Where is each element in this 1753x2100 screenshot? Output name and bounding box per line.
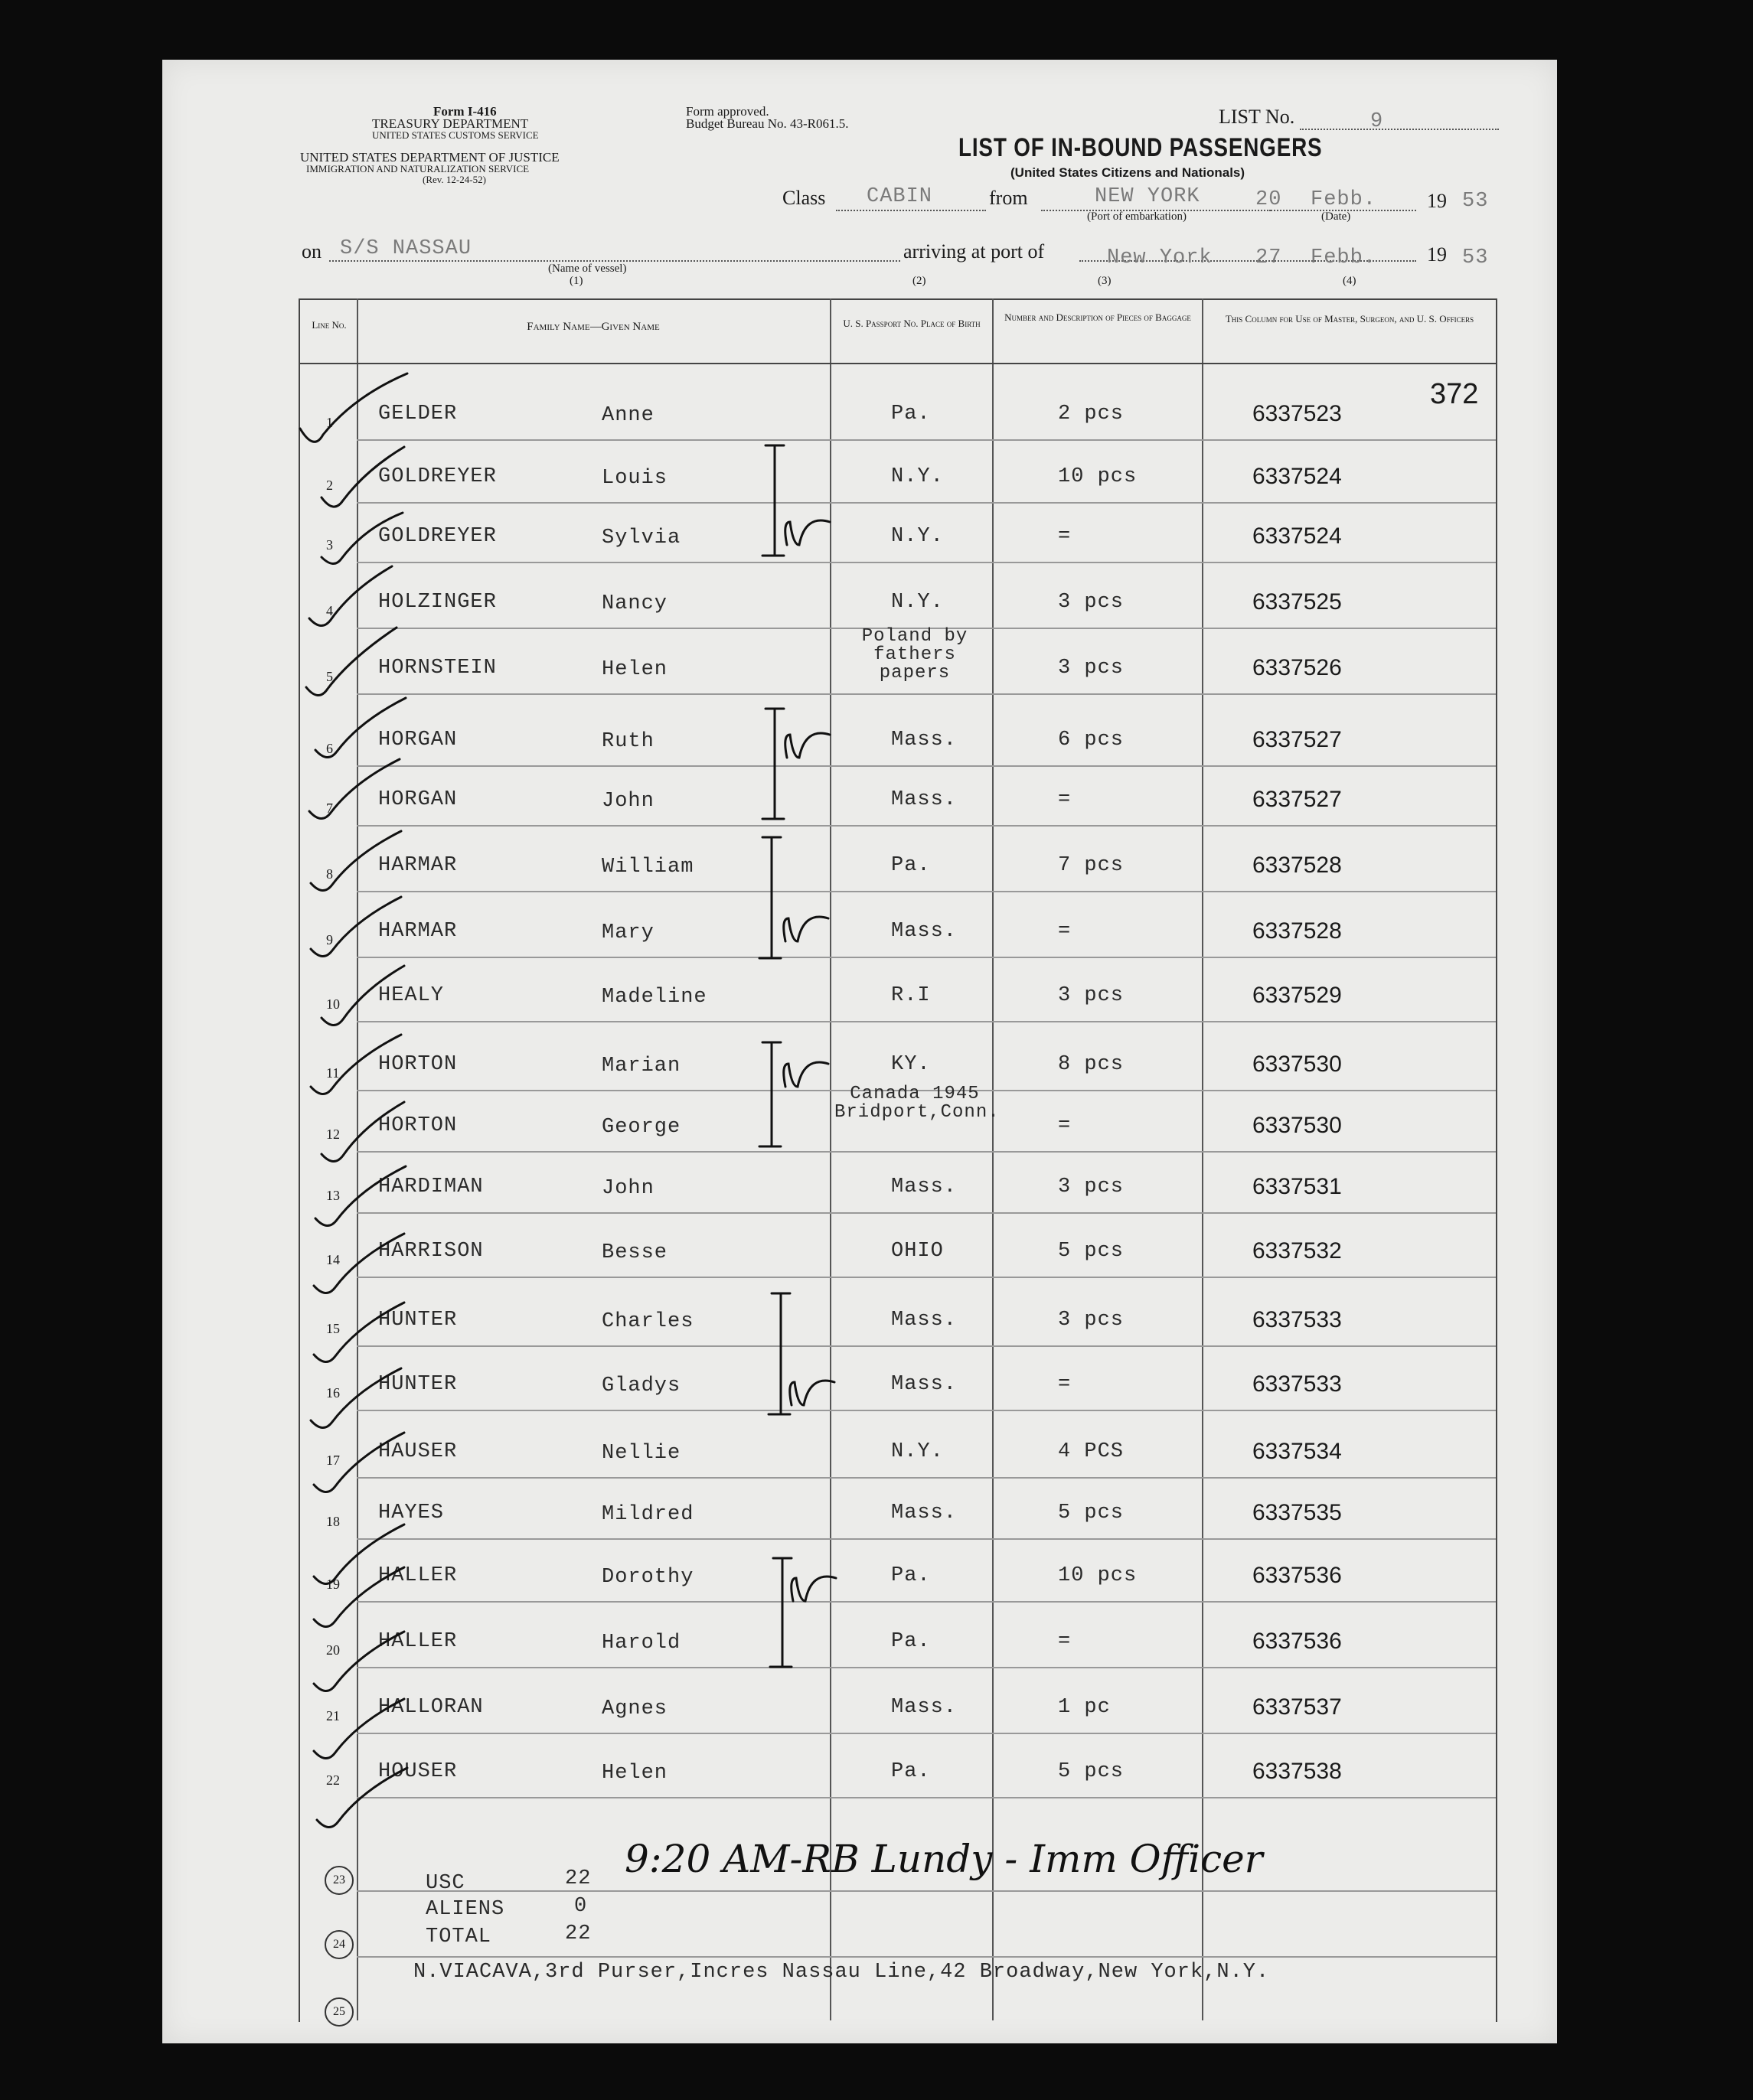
baggage-description: 5 pcs (1058, 1240, 1125, 1263)
officer-tag-number: 6337528 (1252, 853, 1342, 878)
port-of-embarkation-value: NEW YORK (1095, 185, 1200, 208)
given-name: Harold (602, 1632, 681, 1655)
usc-value: 22 (565, 1867, 592, 1890)
family-name: HUNTER (378, 1373, 458, 1396)
column-4-caption: (4) (1343, 275, 1356, 287)
class-label: Class (782, 187, 826, 209)
year2-suffix: 53 (1462, 246, 1489, 269)
place-of-birth: N.Y. (891, 465, 944, 488)
family-name: HARMAR (378, 920, 458, 943)
baggage-description: 3 pcs (1058, 1309, 1125, 1332)
customs-service: UNITED STATES CUSTOMS SERVICE (372, 129, 539, 141)
aliens-value: 0 (574, 1895, 588, 1918)
purser-signature-line: N.VIACAVA,3rd Purser,Incres Nassau Line,42 Broadway,New York,N.Y. (413, 1961, 1270, 1984)
baggage-description: 3 pcs (1058, 591, 1125, 614)
place-of-birth: Mass. (891, 729, 958, 752)
family-name: HARDIMAN (378, 1176, 484, 1198)
family-name: GOLDREYER (378, 525, 497, 548)
baggage-description: = (1058, 1114, 1072, 1137)
line-number: 11 (326, 1065, 340, 1081)
given-name: John (602, 1177, 655, 1200)
family-name: HUNTER (378, 1309, 458, 1332)
given-name: Louis (602, 467, 668, 490)
given-name: Madeline (602, 986, 707, 1009)
immigration-officer-note: 9:20 AM-RB Lundy - Imm Officer (625, 1837, 1263, 1881)
family-name: HARMAR (378, 854, 458, 877)
family-name: HEALY (378, 984, 445, 1007)
family-name: HALLER (378, 1564, 458, 1587)
line-number: 15 (326, 1321, 340, 1336)
place-of-birth: Pa. (891, 854, 931, 877)
family-name: HOLZINGER (378, 591, 497, 614)
line-number: 1 (326, 415, 333, 430)
line-number: 8 (326, 866, 333, 882)
baggage-description: 1 pc (1058, 1696, 1111, 1719)
given-name: Sylvia (602, 527, 681, 549)
total-value: 22 (565, 1922, 592, 1945)
given-name: Anne (602, 404, 655, 427)
place-of-birth: Pa. (891, 1630, 931, 1653)
officer-tag-number: 6337532 (1252, 1238, 1342, 1264)
arrival-port-value: New York (1107, 246, 1213, 269)
port-of-embarkation-caption: (Port of embarkation) (1087, 210, 1187, 223)
year1-prefix: 19 (1427, 190, 1447, 212)
family-name: HORNSTEIN (378, 657, 497, 680)
officer-tag-number: 6337538 (1252, 1759, 1342, 1784)
family-name: HORGAN (378, 729, 458, 752)
family-name: HARRISON (378, 1240, 484, 1263)
baggage-description: 8 pcs (1058, 1053, 1125, 1076)
officer-tag-number: 6337527 (1252, 727, 1342, 752)
baggage-description: = (1058, 525, 1072, 548)
baggage-description: 5 pcs (1058, 1502, 1125, 1524)
officer-tag-number: 6337530 (1252, 1052, 1342, 1077)
baggage-description: = (1058, 1630, 1072, 1653)
line-25-marker: 25 (325, 1997, 354, 2027)
place-of-birth: Poland by fathers papers (861, 626, 968, 683)
baggage-description: 10 pcs (1058, 465, 1138, 488)
aliens-label: ALIENS (426, 1898, 505, 1921)
given-name: Charles (602, 1310, 694, 1333)
family-name: HALLORAN (378, 1696, 484, 1719)
given-name: Mary (602, 921, 655, 944)
treasury-department: TREASURY DEPARTMENT (372, 116, 529, 131)
row-divider (357, 1956, 1496, 1958)
from-label: from (989, 187, 1028, 209)
date1-month: Febb. (1311, 188, 1377, 211)
line-number: 4 (326, 603, 333, 618)
column-3-caption: (3) (1098, 275, 1112, 287)
vessel-caption: (Name of vessel) (548, 262, 627, 275)
family-name: HORGAN (378, 788, 458, 811)
line-number: 6 (326, 741, 333, 756)
baggage-description: 7 pcs (1058, 854, 1125, 877)
line-number: 5 (326, 669, 333, 684)
baggage-description: 2 pcs (1058, 403, 1125, 426)
column-header-baggage: Number and Description of Pieces of Baggage (1004, 311, 1191, 323)
line-number: 13 (326, 1188, 340, 1203)
place-of-birth: KY. (891, 1053, 931, 1076)
officer-tag-number: 6337537 (1252, 1694, 1342, 1720)
given-name: Gladys (602, 1374, 681, 1397)
document-subtitle: (United States Citizens and Nationals) (1010, 165, 1245, 180)
column-header-line-no: Line No. (312, 319, 347, 331)
officer-tag-number: 6337536 (1252, 1629, 1342, 1654)
place-of-birth: Mass. (891, 1696, 958, 1719)
line-number: 20 (326, 1642, 340, 1658)
line-number: 14 (326, 1252, 340, 1267)
place-of-birth: Mass. (891, 788, 958, 811)
given-name: Marian (602, 1055, 681, 1078)
line-number: 22 (326, 1772, 340, 1788)
family-name: HORTON (378, 1114, 458, 1137)
document-title: LIST OF IN-BOUND PASSENGERS (958, 133, 1323, 162)
place-of-birth: Mass. (891, 1502, 958, 1524)
officer-tag-number: 6337530 (1252, 1113, 1342, 1138)
line-number: 21 (326, 1708, 340, 1723)
officer-tag-number: 6337526 (1252, 655, 1342, 680)
officer-tag-number: 6337523 (1252, 401, 1342, 426)
place-of-birth: N.Y. (891, 591, 944, 614)
line-number: 18 (326, 1514, 340, 1529)
date2-month: Febb. (1311, 246, 1377, 269)
baggage-description: 6 pcs (1058, 729, 1125, 752)
column-header-passport: U. S. Passport No. Place of Birth (843, 318, 981, 329)
line-number: 17 (326, 1453, 340, 1468)
line-number: 2 (326, 478, 333, 493)
list-number-value: 9 (1370, 110, 1384, 133)
column-2-caption: (2) (912, 275, 926, 287)
baggage-description: = (1058, 920, 1072, 943)
officer-tag-number: 6337535 (1252, 1500, 1342, 1525)
class-value: CABIN (867, 185, 933, 208)
officer-tag-number: 6337524 (1252, 523, 1342, 549)
date2-day: 27 (1255, 246, 1282, 269)
form-approved: Form approved. (686, 104, 769, 119)
officer-tag-number: 6337531 (1252, 1174, 1342, 1199)
officer-tag-number: 6337527 (1252, 787, 1342, 812)
column-header-officers: This Column for Use of Master, Surgeon, and U. S. Officers (1225, 313, 1474, 324)
given-name: John (602, 790, 655, 813)
line-number: 9 (326, 932, 333, 947)
given-name: Dorothy (602, 1566, 694, 1589)
given-name: Ruth (602, 730, 655, 753)
officer-tag-number: 6337525 (1252, 589, 1342, 615)
place-of-birth: Mass. (891, 1176, 958, 1198)
given-name: William (602, 856, 694, 879)
line-23-marker: 23 (325, 1866, 354, 1895)
arriving-label: arriving at port of (903, 240, 1045, 262)
baggage-description: 3 pcs (1058, 984, 1125, 1007)
department-of-justice: UNITED STATES DEPARTMENT OF JUSTICE (300, 150, 560, 165)
page-stamp-number: 372 (1430, 378, 1479, 410)
given-name: Nancy (602, 592, 668, 615)
place-of-birth: Mass. (891, 1309, 958, 1332)
line-number: 16 (326, 1385, 340, 1401)
place-of-birth: N.Y. (891, 1440, 944, 1463)
baggage-description: 5 pcs (1058, 1760, 1125, 1783)
revision-date: (Rev. 12-24-52) (423, 174, 486, 185)
officer-tag-number: 6337534 (1252, 1439, 1342, 1464)
family-name: HALLER (378, 1630, 458, 1653)
date1-caption: (Date) (1321, 210, 1351, 223)
usc-label: USC (426, 1872, 465, 1895)
budget-bureau-number: Budget Bureau No. 43-R061.5. (686, 116, 849, 131)
place-of-birth: Pa. (891, 1760, 931, 1783)
officer-tag-number: 6337529 (1252, 983, 1342, 1008)
line-number: 12 (326, 1127, 340, 1142)
baggage-description: 10 pcs (1058, 1564, 1138, 1587)
line-number: 7 (326, 801, 333, 816)
officer-tag-number: 6337524 (1252, 464, 1342, 489)
place-of-birth: Mass. (891, 920, 958, 943)
baggage-description: = (1058, 1373, 1072, 1396)
line-24-marker: 24 (325, 1930, 354, 1959)
date1-day: 20 (1255, 188, 1282, 211)
place-of-birth: N.Y. (891, 525, 944, 548)
baggage-description: 3 pcs (1058, 657, 1125, 680)
place-of-birth: Canada 1945 Bridport,Conn. (834, 1084, 1000, 1123)
family-name: GELDER (378, 403, 458, 426)
officer-tag-number: 6337536 (1252, 1563, 1342, 1588)
list-number-label: LIST No. (1219, 106, 1295, 128)
given-name: Helen (602, 658, 668, 681)
on-label: on (302, 240, 322, 262)
given-name: Agnes (602, 1697, 668, 1720)
year2-prefix: 19 (1427, 243, 1447, 266)
baggage-description: 3 pcs (1058, 1176, 1125, 1198)
given-name: Helen (602, 1762, 668, 1785)
line-number: 10 (326, 996, 340, 1012)
immigration-service: IMMIGRATION AND NATURALIZATION SERVICE (306, 163, 530, 174)
baggage-description: 4 PCS (1058, 1440, 1125, 1463)
place-of-birth: OHIO (891, 1240, 944, 1263)
year1-suffix: 53 (1462, 190, 1489, 213)
family-name: HAYES (378, 1502, 445, 1524)
officer-tag-number: 6337528 (1252, 918, 1342, 944)
place-of-birth: R.I (891, 984, 931, 1007)
given-name: George (602, 1116, 681, 1139)
column-header-name: Family Name—Given Name (527, 321, 660, 333)
line-number: 3 (326, 537, 333, 553)
vessel-name-value: S/S NASSAU (340, 237, 472, 260)
family-name: HORTON (378, 1053, 458, 1076)
given-name: Mildred (602, 1503, 694, 1526)
officer-tag-number: 6337533 (1252, 1307, 1342, 1332)
place-of-birth: Pa. (891, 1564, 931, 1587)
place-of-birth: Mass. (891, 1373, 958, 1396)
form-number: Form I-416 (433, 104, 497, 119)
given-name: Nellie (602, 1442, 681, 1465)
line-number: 19 (326, 1577, 340, 1592)
baggage-description: = (1058, 788, 1072, 811)
family-name: GOLDREYER (378, 465, 497, 488)
column-1-caption: (1) (570, 275, 583, 287)
family-name: HAUSER (378, 1440, 458, 1463)
given-name: Besse (602, 1241, 668, 1264)
family-name: HOUSER (378, 1760, 458, 1783)
row-divider (357, 1890, 1496, 1892)
place-of-birth: Pa. (891, 403, 931, 426)
officer-tag-number: 6337533 (1252, 1371, 1342, 1397)
total-label: TOTAL (426, 1926, 492, 1948)
